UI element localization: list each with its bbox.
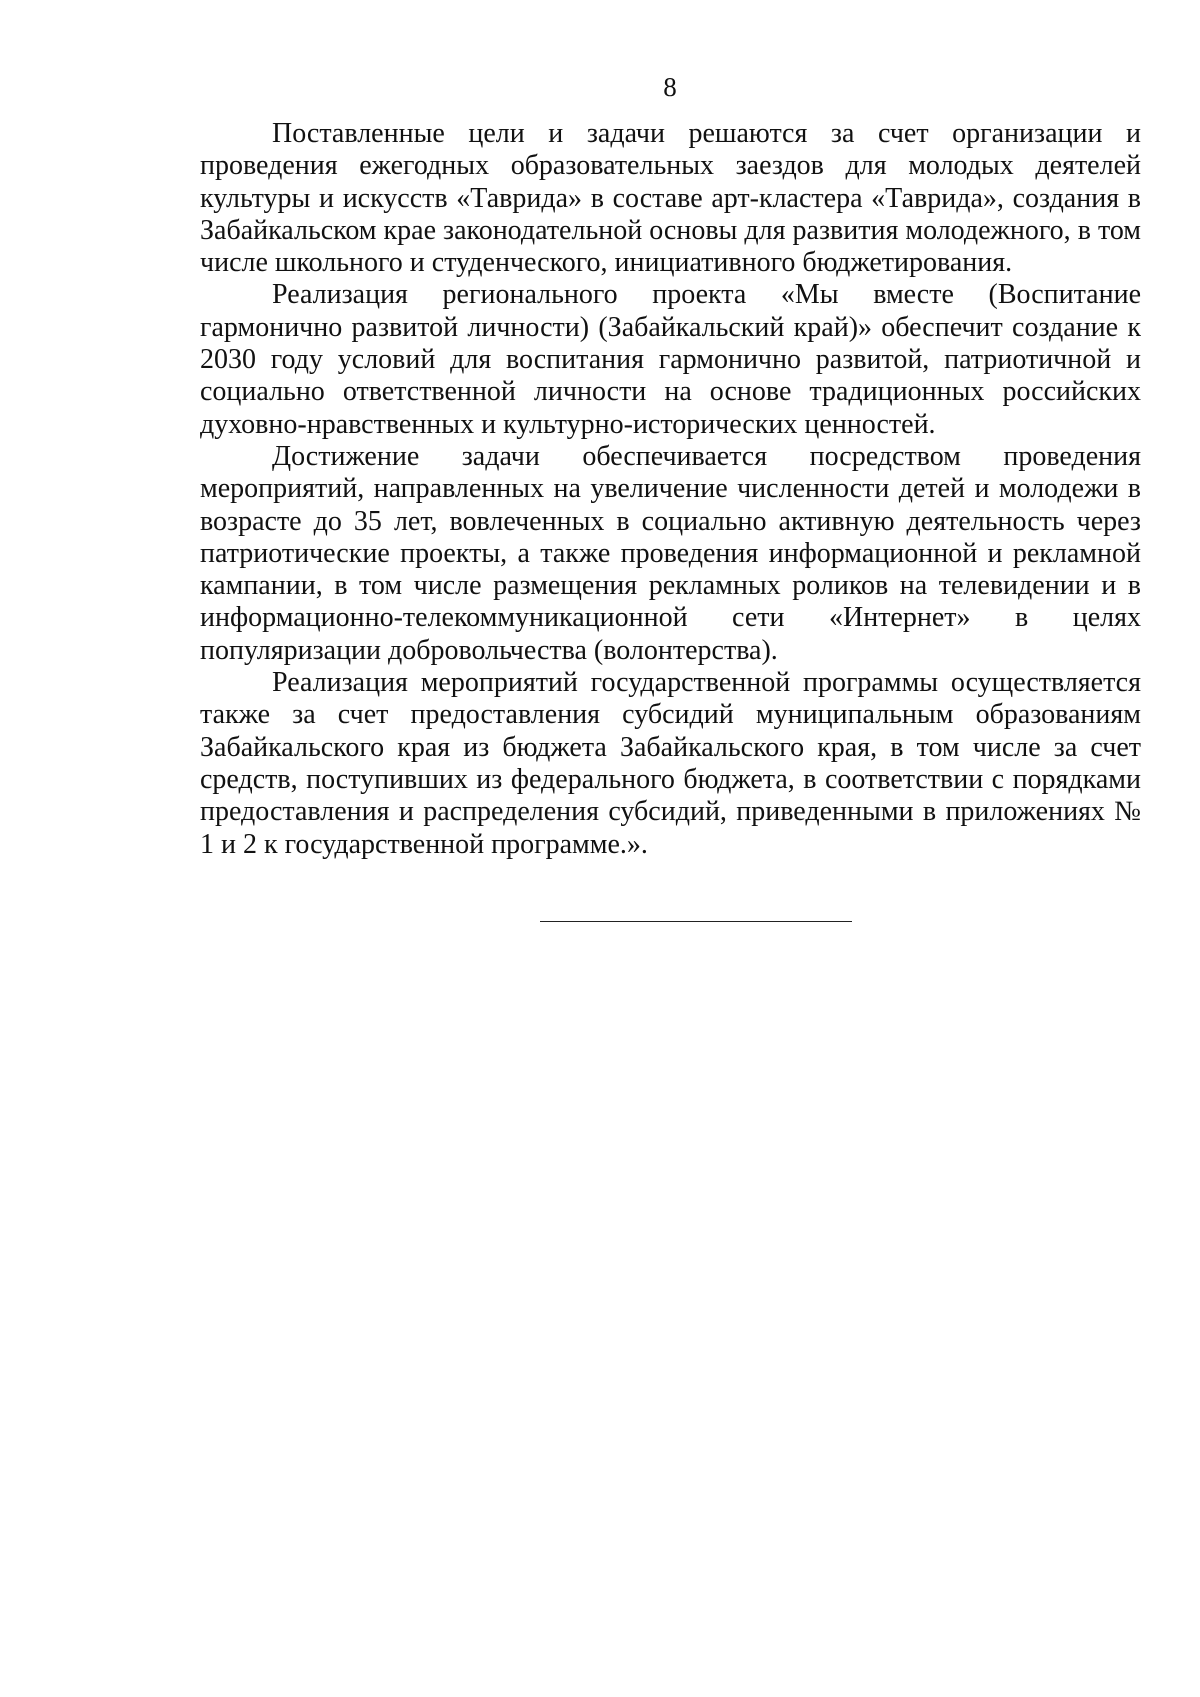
document-body [200, 118, 1141, 861]
paragraph-task-achievement: Достижение задачи обеспечивается посредством проведения мероприятий, направленных на увеличение численности детей и молодежи в возрасте до 35 лет, вовлеченных в социально активную деятельность через патриотические проекты, а также проведения информационной и рекламной кампании, в том числе размещения рекламных роликов на телевидении и в информационно-телекоммуникационной сети «Интернет» в целях популяризации добровольчества (волонтерства). [200, 440, 1141, 666]
end-of-document-rule [540, 921, 852, 922]
page-number: 8 [663, 72, 677, 102]
paragraph-program-implementation: Реализация мероприятий государственной программы осуществляется также за счет предоставления субсидий муниципальным образованиям Забайкальского края из бюджета Забайкальского края, в том числе за счет средств, поступивших из федерального бюджета, в соответствии с порядками предоставления и распределения субсидий, приведенными в приложениях № 1 и 2 к государственной программе.». [200, 667, 1141, 860]
paragraph-goals-tasks: Поставленные цели и задачи решаются за счет организации и проведения ежегодных образовательных заездов для молодых деятелей культуры и искусств «Таврида» в составе арт-кластера «Таврида», создания в Забайкальском крае законодательной основы для развития молодежного, в том числе школьного и студенческого, инициативного бюджетирования. [200, 118, 1141, 279]
paragraph-regional-project: Реализация регионального проекта «Мы вместе (Воспитание гармонично развитой личности) (Забайкальский край)» обеспечит создание к 2030 году условий для воспитания гармонично развитой, патриотичной и социально ответственной личности на основе традиционных российских духовно-нравственных и культурно-исторических ценностей. [200, 279, 1141, 440]
